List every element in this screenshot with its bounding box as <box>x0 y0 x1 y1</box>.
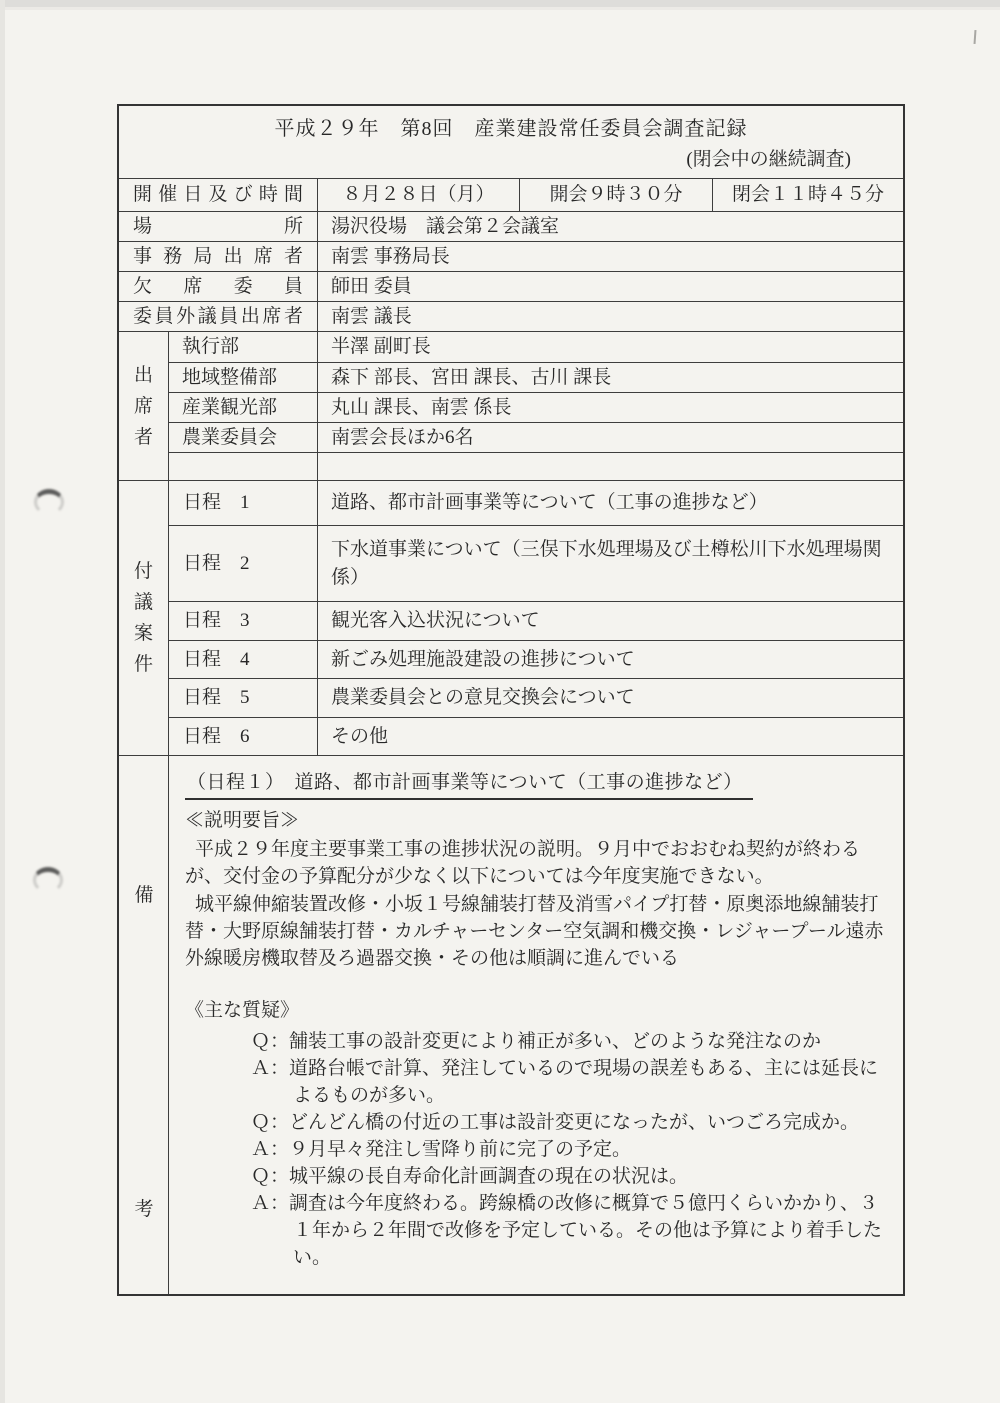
qa-line-answer: Ａ：９月早々発注し雪降り前に完了の予定。 <box>251 1138 632 1160</box>
nonmember-attendees-value: 南雲 議長 <box>331 306 412 327</box>
attendee-group: 産業観光部 <box>169 393 318 422</box>
open-time: 開会９時３０分 <box>520 179 713 211</box>
scan-artifact-binder-shadow <box>33 867 63 893</box>
row-datetime <box>119 178 903 211</box>
qa-list <box>185 1028 887 1271</box>
attendee-row <box>169 362 903 392</box>
agenda-item-no: 日程 6 <box>169 718 318 756</box>
absent-members-value: 師田 委員 <box>331 276 412 297</box>
section-attendees <box>119 331 903 480</box>
attendee-names: 森下 部長、宮田 課長、古川 課長 <box>331 367 612 388</box>
scan-edge-top <box>0 0 1000 7</box>
meeting-record-table <box>117 104 905 1296</box>
agenda-item-text: 下水道事業について（三俣下水処理場及び土樽松川下水処理場関係） <box>331 538 882 588</box>
section-remarks <box>119 755 903 1294</box>
agenda-item-no: 日程 2 <box>169 526 318 601</box>
summary-paragraph: 平成２９年度主要事業工事の進捗状況の説明。９月中でおおむね契約が終わるが、交付金の予算配分が少なく以下については今年度実施できない。 <box>185 839 861 888</box>
row-place <box>119 211 903 241</box>
attendee-row-empty <box>169 452 903 480</box>
agenda-row <box>169 678 903 717</box>
attendee-group: 執行部 <box>169 332 318 362</box>
remarks-label-top: 備 <box>134 885 154 907</box>
close-time: 閉会１１時４５分 <box>731 184 884 205</box>
attendee-group <box>169 453 318 480</box>
qa-line-question: Ｑ：舗装工事の設計変更により補正が多い、どのような発注なのか <box>251 1030 822 1052</box>
qa-line-question: Ｑ：どんどん橋の付近の工事は設計変更になったが、いつごろ完成か。 <box>251 1111 860 1133</box>
document-subtitle: (閉会中の継続調査) <box>686 149 851 170</box>
remarks-label-bottom: 考 <box>134 1199 154 1221</box>
agenda-item-text: 農業委員会との意見交換会について <box>331 687 635 709</box>
scan-artifact-speck <box>974 30 977 44</box>
agenda-item-text: その他 <box>331 725 389 747</box>
attendee-group: 農業委員会 <box>169 423 318 452</box>
qa-line-answer: Ａ：調査は今年度終わる。跨線橋の改修に概算で５億円くらいかかり、３１年から２年間で改修を予定している。その他は予算により着手したい。 <box>251 1192 883 1268</box>
scan-edge-left <box>0 0 5 1403</box>
agenda-row <box>169 525 903 601</box>
agenda-item-no: 日程 5 <box>169 679 318 717</box>
attendee-names: 丸山 課長、南雲 係長 <box>331 397 512 418</box>
scan-artifact-binder-shadow <box>34 489 64 515</box>
attendee-row <box>169 332 903 362</box>
agenda-item-no: 日程 1 <box>169 481 318 525</box>
title-block <box>119 106 903 178</box>
document-title: 平成２９年 第8回 産業建設常任委員会調査記録 <box>274 118 748 140</box>
agenda-item-text: 新ごみ処理施設建設の進捗について <box>331 648 635 670</box>
attendee-row <box>169 392 903 422</box>
attendee-names: 半澤 副町長 <box>331 336 431 357</box>
attendee-names: 南雲会長ほか6名 <box>331 427 474 448</box>
remarks-vertical-label <box>119 756 169 1294</box>
row-nonmember-attendees <box>119 301 903 331</box>
scan-streak <box>0 7 1000 10</box>
summary-paragraph: 城平線伸縮装置改修・小坂１号線舗装打替及消雪パイプ打替・原奥添地線舗装打替・大野原線舗装打替・カルチャーセンター空気調和機交換・レジャープール遠赤外線暖房機取替及ろ過器交換・その他は順調に進んでいる <box>185 894 884 970</box>
attendee-group: 地域整備部 <box>169 363 318 392</box>
secretariat-label: 事務局出席者 <box>119 242 318 271</box>
agenda-row <box>169 481 903 525</box>
agenda-item-text: 道路、都市計画事業等について（工事の進捗など） <box>331 492 768 514</box>
agenda-item-no: 日程 3 <box>169 602 318 640</box>
absent-members-label: 欠席委員 <box>119 272 318 301</box>
agenda-row <box>169 601 903 640</box>
attendees-vertical-label: 出席者 <box>119 332 169 480</box>
qa-label: 《主な質疑》 <box>185 1000 300 1022</box>
attendee-names <box>318 453 903 480</box>
place-value: 湯沢役場 議会第２会議室 <box>331 216 560 237</box>
agenda-vertical-label: 付議案件 <box>119 481 169 755</box>
datetime-label: 開催日及び時間 <box>119 179 318 211</box>
section-agenda <box>119 480 903 755</box>
meeting-date: ８月２８日（月） <box>318 179 520 211</box>
nonmember-attendees-label: 委員外議員出席者 <box>119 302 318 331</box>
remarks-heading: （日程１） 道路、都市計画事業等について（工事の進捗など） <box>185 769 753 800</box>
agenda-item-no: 日程 4 <box>169 641 318 679</box>
agenda-row <box>169 717 903 756</box>
attendee-row <box>169 422 903 452</box>
agenda-row <box>169 640 903 679</box>
summary-label: ≪説明要旨≫ <box>185 809 300 831</box>
secretariat-value: 南雲 事務局長 <box>331 246 450 267</box>
qa-line-answer: Ａ：道路台帳で計算、発注しているので現場の誤差もある、主には延長によるものが多い。 <box>251 1057 879 1106</box>
agenda-item-text: 観光客入込状況について <box>331 610 540 631</box>
row-secretariat <box>119 241 903 271</box>
qa-line-question: Ｑ：城平線の長自寿命化計画調査の現在の状況は。 <box>251 1165 689 1187</box>
row-absent-members <box>119 271 903 301</box>
place-label: 場所 <box>119 212 318 241</box>
